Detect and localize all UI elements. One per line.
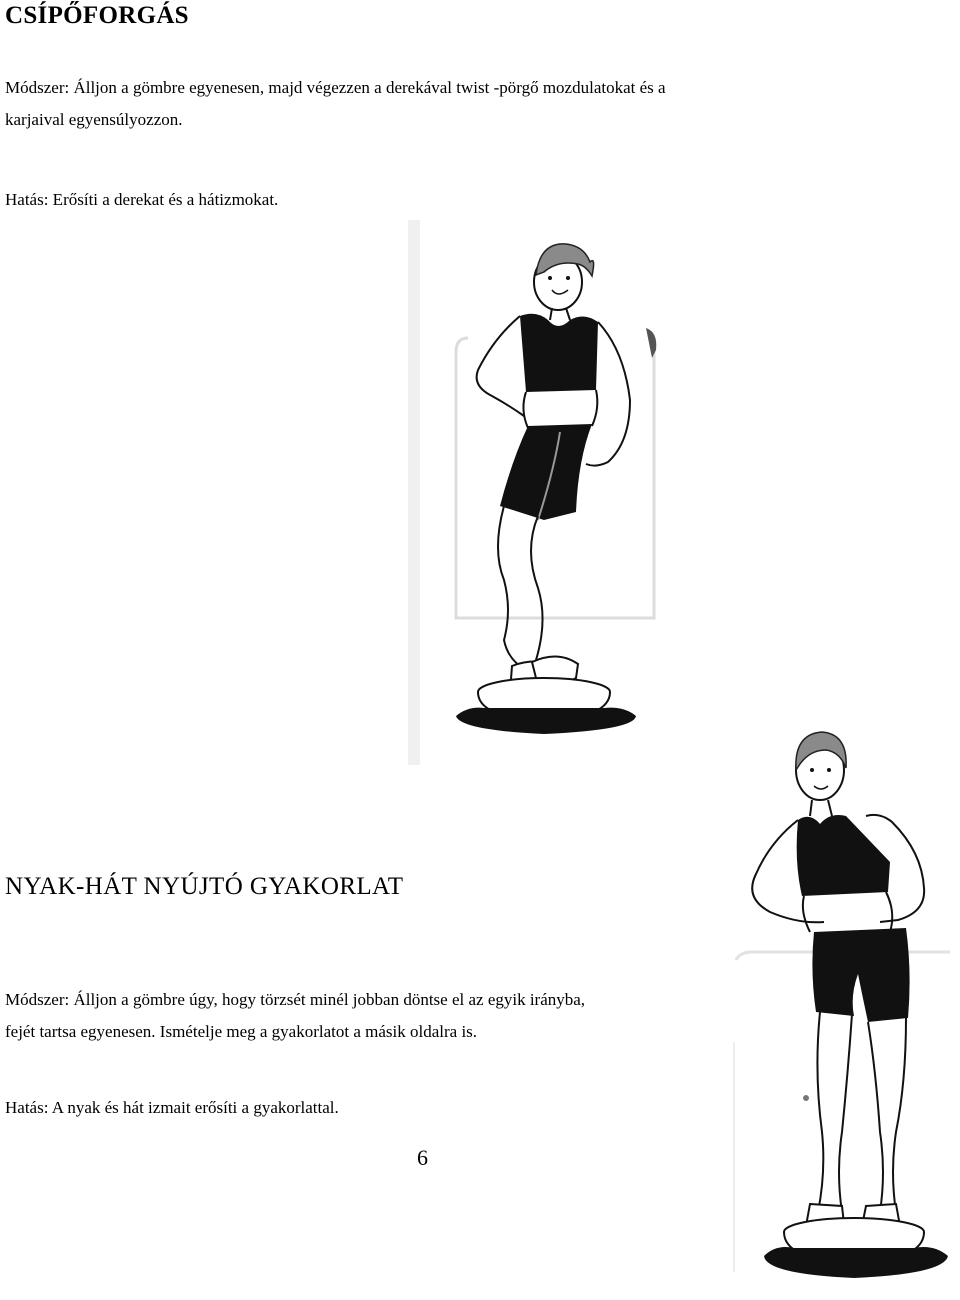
method-line: Módszer: Álljon a gömbre egyenesen, majd végezzen a derekával twist -pörgő mozdulatokat és a <box>5 78 666 97</box>
hip-twist-illustration <box>408 220 658 765</box>
section-method-hip-twist <box>5 72 666 136</box>
page-number: 6 <box>417 1145 428 1170</box>
section-title-neck-back-stretch: NYAK-HÁT NYÚJTÓ GYAKORLAT <box>5 873 404 900</box>
section-effect-hip-twist: Hatás: Erősíti a derekat és a hátizmokat. <box>5 190 279 209</box>
method-line: fejét tartsa egyenesen. Ismételje meg a gyakorlatot a másik oldalra is. <box>5 1022 478 1041</box>
method-line: karjaival egyensúlyozzon. <box>5 110 183 129</box>
neck-back-stretch-illustration <box>730 712 958 1298</box>
section-title-hip-twist: CSÍPŐFORGÁS <box>5 2 189 29</box>
section-method-neck-back-stretch <box>5 984 585 1048</box>
method-line: Módszer: Álljon a gömbre úgy, hogy törzsét minél jobban döntse el az egyik irányba, <box>5 990 586 1009</box>
section-effect-neck-back-stretch: Hatás: A nyak és hát izmait erősíti a gyakorlattal. <box>5 1098 339 1117</box>
